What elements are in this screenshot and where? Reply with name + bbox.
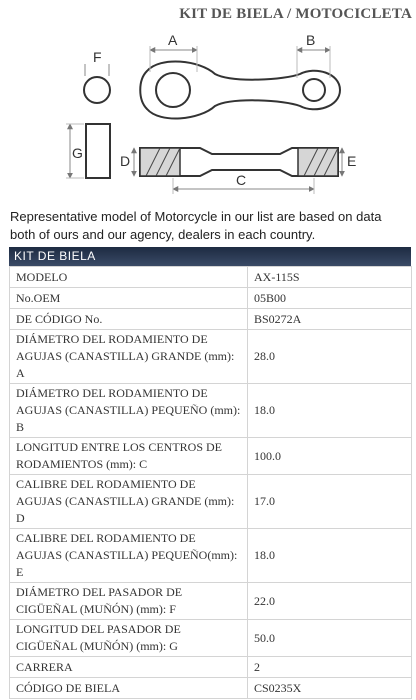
row-label: CALIBRE DEL RODAMIENTO DE AGUJAS (CANASTILLA) PEQUEÑO(mm): E: [10, 529, 248, 583]
row-label: DIÁMETRO DEL PASADOR DE CIGÜEÑAL (MUÑÓN) (mm): F: [10, 583, 248, 620]
row-value: 22.0: [248, 583, 412, 620]
table-row: [10, 529, 412, 583]
row-label: DE CÓDIGO No.: [10, 309, 248, 330]
table-row: [10, 288, 412, 309]
row-label: CÓDIGO DE BIELA: [10, 678, 248, 699]
table-row: [10, 678, 412, 699]
table-row: [10, 657, 412, 678]
dim-label-f: F: [93, 49, 102, 65]
specs-table: [9, 247, 411, 699]
row-value: 18.0: [248, 529, 412, 583]
connecting-rod-diagram: [0, 28, 416, 206]
row-value: CS0235X: [248, 678, 412, 699]
row-value: 50.0: [248, 620, 412, 657]
row-value: 17.0: [248, 475, 412, 529]
row-label: CARRERA: [10, 657, 248, 678]
row-label: MODELO: [10, 267, 248, 288]
dim-label-g: G: [72, 145, 83, 161]
table-row: [10, 330, 412, 384]
dim-label-e: E: [347, 153, 357, 169]
connecting-rod-top: [140, 61, 340, 118]
table-header: KIT DE BIELA: [9, 247, 411, 266]
table-row: [10, 583, 412, 620]
row-value: 05B00: [248, 288, 412, 309]
row-value: 28.0: [248, 330, 412, 384]
row-value: 18.0: [248, 384, 412, 438]
row-value: BS0272A: [248, 309, 412, 330]
representative-model-note: Representative model of Motorcycle in our list are based on data both of ours and our agency, dealers in each country.: [10, 209, 382, 242]
row-label: CALIBRE DEL RODAMIENTO DE AGUJAS (CANASTILLA) GRANDE (mm): D: [10, 475, 248, 529]
table-row: [10, 309, 412, 330]
dim-label-b: B: [306, 32, 316, 48]
row-value: AX-115S: [248, 267, 412, 288]
row-label: DIÁMETRO DEL RODAMIENTO DE AGUJAS (CANASTILLA) PEQUEÑO (mm): B: [10, 384, 248, 438]
table-row: [10, 267, 412, 288]
crank-pin-side: [86, 124, 110, 178]
row-label: No.OEM: [10, 288, 248, 309]
table-row: [10, 438, 412, 475]
dim-label-c: C: [236, 172, 247, 188]
row-label: LONGITUD DEL PASADOR DE CIGÜEÑAL (MUÑÓN) (mm): G: [10, 620, 248, 657]
dim-label-a: A: [168, 32, 178, 48]
row-value: 100.0: [248, 438, 412, 475]
crank-pin-circle: [84, 77, 110, 103]
row-label: DIÁMETRO DEL RODAMIENTO DE AGUJAS (CANASTILLA) GRANDE (mm): A: [10, 330, 248, 384]
table-row: [10, 620, 412, 657]
page-title: KIT DE BIELA / MOTOCICLETA: [179, 6, 412, 22]
table-row: [10, 384, 412, 438]
dim-label-d: D: [120, 153, 131, 169]
row-value: 2: [248, 657, 412, 678]
row-label: LONGITUD ENTRE LOS CENTROS DE RODAMIENTOS (mm): C: [10, 438, 248, 475]
table-row: [10, 475, 412, 529]
